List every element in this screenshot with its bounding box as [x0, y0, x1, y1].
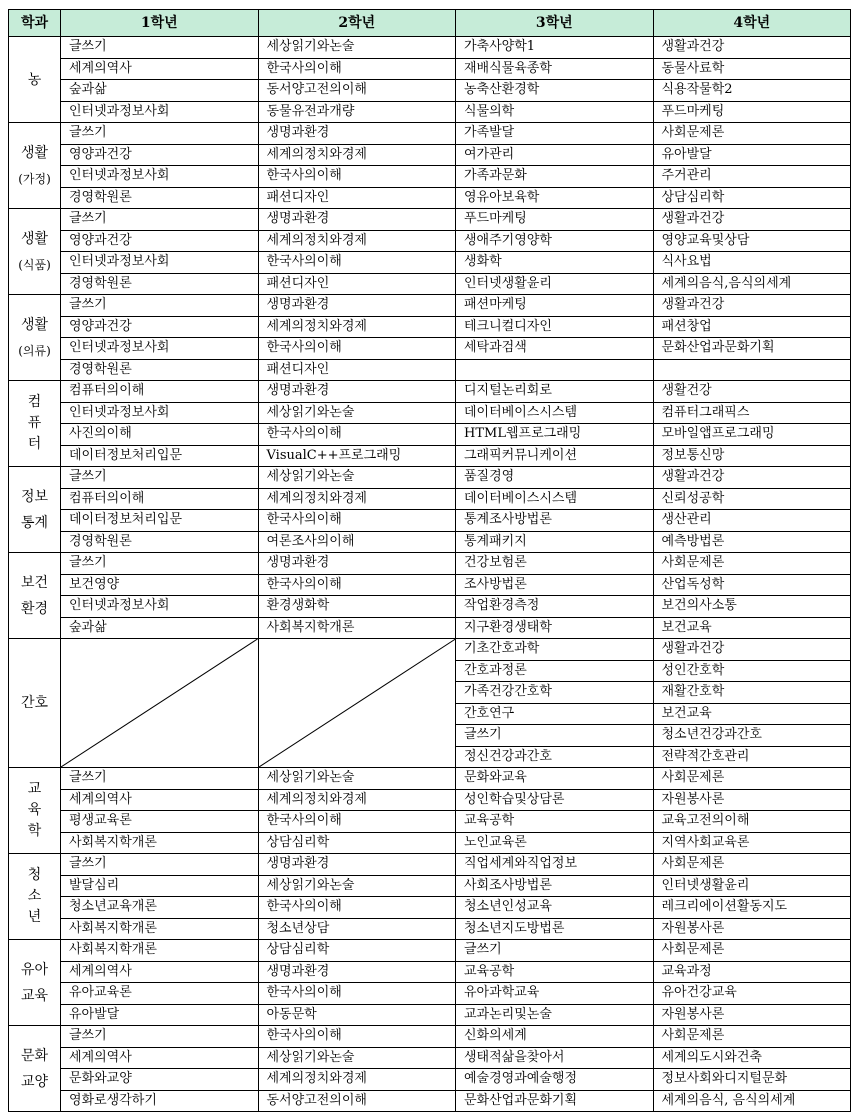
- course-cell: 한국사의이해: [258, 983, 456, 1005]
- header-year-3: 3학년: [456, 10, 654, 37]
- course-cell: 지역사회교육론: [653, 832, 851, 854]
- course-cell: 간호연구: [456, 703, 654, 725]
- department-name-char: 교: [27, 781, 42, 797]
- department-name: [9, 768, 61, 854]
- course-cell: 사회복지학개론: [61, 940, 259, 962]
- course-cell: 농축산환경학: [456, 80, 654, 102]
- table-body: [9, 37, 851, 1112]
- course-cell: 한국사의이해: [258, 424, 456, 446]
- course-cell: 생활과건강: [653, 37, 851, 59]
- table-row: [9, 230, 851, 252]
- table-row: [9, 445, 851, 467]
- course-cell: 글쓰기: [61, 854, 259, 876]
- course-cell: 세계의역사: [61, 789, 259, 811]
- department-name-line-1: 정보: [20, 488, 49, 505]
- course-cell: 정신건강과간호: [456, 746, 654, 768]
- table-row: [9, 1090, 851, 1112]
- table-row: [9, 58, 851, 80]
- course-cell: 인터넷과정보사회: [61, 166, 259, 188]
- course-cell: 보건영양: [61, 574, 259, 596]
- department-name-char: 학: [27, 823, 42, 839]
- course-cell: 컴퓨터의이해: [61, 381, 259, 403]
- course-cell: 신뢰성공학: [653, 488, 851, 510]
- table-row: [9, 596, 851, 618]
- curriculum-table: [8, 9, 851, 1112]
- course-cell: 생활과건강: [653, 639, 851, 661]
- department-name: [9, 1026, 61, 1112]
- course-cell: 한국사의이해: [258, 510, 456, 532]
- course-cell: 청소년상담: [258, 918, 456, 940]
- course-cell: 생태적삶을찾아서: [456, 1047, 654, 1069]
- table-row: [9, 295, 851, 317]
- course-cell: 한국사의이해: [258, 811, 456, 833]
- department-name: [9, 295, 61, 381]
- course-cell: 성인간호학: [653, 660, 851, 682]
- department-name-char: 년: [27, 909, 42, 925]
- course-cell: 노인교육론: [456, 832, 654, 854]
- course-cell: 인터넷생활윤리: [456, 273, 654, 295]
- course-cell: 생활과건강: [653, 209, 851, 231]
- course-cell: 식물의학: [456, 101, 654, 123]
- course-cell: 사회문제론: [653, 553, 851, 575]
- table-row: [9, 37, 851, 59]
- table-row: [9, 961, 851, 983]
- course-cell: 세상읽기와논술: [258, 37, 456, 59]
- course-cell: 영양교육및상담: [653, 230, 851, 252]
- course-cell: 여론조사의이해: [258, 531, 456, 553]
- department-name-line-2: 교육: [20, 987, 49, 1004]
- department-name-char: 청: [27, 867, 42, 883]
- course-cell: 한국사의이해: [258, 338, 456, 360]
- course-cell: 전략적간호관리: [653, 746, 851, 768]
- course-cell: 세계의정치와경제: [258, 144, 456, 166]
- course-cell: [456, 359, 654, 381]
- department-name-line-1: 생활: [20, 230, 49, 247]
- course-cell: 유아과학교육: [456, 983, 654, 1005]
- department-name-line-1: 보건: [20, 574, 49, 591]
- course-cell: 세계의정치와경제: [258, 789, 456, 811]
- header-year-4: 4학년: [653, 10, 851, 37]
- department-name-line-2: 교양: [20, 1073, 49, 1090]
- course-cell: 영양과건강: [61, 316, 259, 338]
- course-cell: 보건교육: [653, 703, 851, 725]
- course-cell: 숲과삶: [61, 80, 259, 102]
- department-name-line-1: 간호: [20, 695, 49, 711]
- course-cell: 경영학원론: [61, 187, 259, 209]
- table-row: [9, 209, 851, 231]
- table-row: [9, 316, 851, 338]
- course-cell: 신화의세계: [456, 1026, 654, 1048]
- course-cell: 글쓰기: [61, 768, 259, 790]
- course-cell: 패션디자인: [258, 273, 456, 295]
- course-cell: 청소년건강과간호: [653, 725, 851, 747]
- course-cell: 푸드마케팅: [456, 209, 654, 231]
- course-cell: 세상읽기와논술: [258, 768, 456, 790]
- course-cell: 세상읽기와논술: [258, 1047, 456, 1069]
- course-cell: 한국사의이해: [258, 252, 456, 274]
- course-cell: 청소년교육개론: [61, 897, 259, 919]
- course-cell: 환경생화학: [258, 596, 456, 618]
- table-row: [9, 897, 851, 919]
- course-cell: 산업독성학: [653, 574, 851, 596]
- course-cell: 세계의도시와건축: [653, 1047, 851, 1069]
- department-name: [9, 37, 61, 123]
- department-name: [9, 209, 61, 295]
- course-cell: 상담심리학: [653, 187, 851, 209]
- table-row: [9, 424, 851, 446]
- course-cell: [653, 359, 851, 381]
- department-name-line-2: 통계: [20, 514, 49, 531]
- course-cell: 기초간호과학: [456, 639, 654, 661]
- course-cell: 예술경영과예술행정: [456, 1069, 654, 1091]
- course-cell: 경영학원론: [61, 531, 259, 553]
- course-cell: 생명과환경: [258, 209, 456, 231]
- course-cell: 발달심리: [61, 875, 259, 897]
- course-cell: 세상읽기와논술: [258, 467, 456, 489]
- course-cell: 한국사의이해: [258, 574, 456, 596]
- course-cell: HTML웹프로그래밍: [456, 424, 654, 446]
- table-row: [9, 574, 851, 596]
- course-cell: 영양과건강: [61, 144, 259, 166]
- course-cell: 동서양고전의이해: [258, 1090, 456, 1112]
- course-cell: 통계패키지: [456, 531, 654, 553]
- table-row: [9, 918, 851, 940]
- table-row: [9, 553, 851, 575]
- course-cell: 동물사료학: [653, 58, 851, 80]
- course-cell: 글쓰기: [61, 209, 259, 231]
- table-row: [9, 187, 851, 209]
- course-cell: 가축사양학1: [456, 37, 654, 59]
- course-cell: 글쓰기: [61, 553, 259, 575]
- department-name-line-1: 문화: [20, 1047, 49, 1064]
- course-cell: 세계의정치와경제: [258, 230, 456, 252]
- department-name-line-2: (식품): [18, 257, 51, 272]
- course-cell: 글쓰기: [456, 725, 654, 747]
- course-cell: 생애주기영양학: [456, 230, 654, 252]
- department-name-char: 컴: [27, 394, 42, 410]
- course-cell: 자원봉사론: [653, 789, 851, 811]
- course-cell: 교과논리및논술: [456, 1004, 654, 1026]
- course-cell: 생활과건강: [653, 467, 851, 489]
- department-name-char: 퓨: [27, 415, 42, 431]
- table-row: [9, 531, 851, 553]
- course-cell: 모바일앱프로그래밍: [653, 424, 851, 446]
- table-row: [9, 875, 851, 897]
- header-row: [9, 10, 851, 37]
- table-row: [9, 80, 851, 102]
- table-row: [9, 832, 851, 854]
- course-cell: 지구환경생태학: [456, 617, 654, 639]
- course-cell: 컴퓨터의이해: [61, 488, 259, 510]
- course-cell: 사회문제론: [653, 1026, 851, 1048]
- department-name-line-1: 유아: [20, 961, 49, 978]
- course-cell: 유아발달: [653, 144, 851, 166]
- course-cell: 재활간호학: [653, 682, 851, 704]
- table-row: [9, 144, 851, 166]
- diagonal-line-icon: [259, 639, 456, 767]
- table-row: [9, 1069, 851, 1091]
- course-cell: 생명과환경: [258, 381, 456, 403]
- course-cell: 세계의정치와경제: [258, 488, 456, 510]
- department-name: [9, 940, 61, 1026]
- table-row: [9, 854, 851, 876]
- department-name: [9, 854, 61, 940]
- department-name: [9, 467, 61, 553]
- table-row: [9, 166, 851, 188]
- course-cell: 동물유전과개량: [258, 101, 456, 123]
- department-name-line-1: 생활: [20, 144, 49, 161]
- table-row: [9, 252, 851, 274]
- course-cell: 한국사의이해: [258, 897, 456, 919]
- course-cell: 조사방법론: [456, 574, 654, 596]
- course-cell: 유아발달: [61, 1004, 259, 1026]
- course-cell: 컴퓨터그래픽스: [653, 402, 851, 424]
- empty-cell-diagonal: [258, 639, 456, 768]
- table-row: [9, 359, 851, 381]
- course-cell: 세계의정치와경제: [258, 1069, 456, 1091]
- table-row: [9, 617, 851, 639]
- course-cell: 세계의음식,음식의세계: [653, 273, 851, 295]
- course-cell: 청소년인성교육: [456, 897, 654, 919]
- diagonal-line-icon: [61, 639, 258, 767]
- course-cell: 패션디자인: [258, 187, 456, 209]
- table-row: [9, 402, 851, 424]
- course-cell: 유아교육론: [61, 983, 259, 1005]
- table-row: [9, 338, 851, 360]
- course-cell: 건강보험론: [456, 553, 654, 575]
- course-cell: 글쓰기: [61, 1026, 259, 1048]
- course-cell: 글쓰기: [61, 295, 259, 317]
- table-row: [9, 639, 851, 661]
- course-cell: 한국사의이해: [258, 166, 456, 188]
- course-cell: 사회문제론: [653, 854, 851, 876]
- header-year-1: 1학년: [61, 10, 259, 37]
- table-row: [9, 381, 851, 403]
- course-cell: 영유아보육학: [456, 187, 654, 209]
- course-cell: 그래픽커뮤니케이션: [456, 445, 654, 467]
- course-cell: 사회문제론: [653, 768, 851, 790]
- table-row: [9, 811, 851, 833]
- course-cell: 글쓰기: [61, 467, 259, 489]
- header-year-2: 2학년: [258, 10, 456, 37]
- course-cell: 생명과환경: [258, 961, 456, 983]
- course-cell: 생활과건강: [653, 295, 851, 317]
- course-cell: 세상읽기와논술: [258, 402, 456, 424]
- course-cell: 여가관리: [456, 144, 654, 166]
- course-cell: 세계의역사: [61, 961, 259, 983]
- table-row: [9, 467, 851, 489]
- course-cell: 통계조사방법론: [456, 510, 654, 532]
- department-name: [9, 553, 61, 639]
- course-cell: 재배식물육종학: [456, 58, 654, 80]
- course-cell: 식용작물학2: [653, 80, 851, 102]
- course-cell: 세계의역사: [61, 58, 259, 80]
- course-cell: 사회문제론: [653, 940, 851, 962]
- course-cell: 데이터정보처리입문: [61, 445, 259, 467]
- course-cell: 식사요법: [653, 252, 851, 274]
- empty-cell-diagonal: [61, 639, 259, 768]
- department-name-char: 터: [27, 436, 42, 452]
- course-cell: 주거관리: [653, 166, 851, 188]
- course-cell: 자원봉사론: [653, 1004, 851, 1026]
- course-cell: 생화학: [456, 252, 654, 274]
- course-cell: 인터넷생활윤리: [653, 875, 851, 897]
- course-cell: 상담심리학: [258, 832, 456, 854]
- table-row: [9, 101, 851, 123]
- course-cell: 교육과정: [653, 961, 851, 983]
- table-row: [9, 789, 851, 811]
- course-cell: 가족발달: [456, 123, 654, 145]
- course-cell: 생명과환경: [258, 553, 456, 575]
- department-name-line-1: 생활: [20, 316, 49, 333]
- course-cell: 사진의이해: [61, 424, 259, 446]
- course-cell: 인터넷과정보사회: [61, 338, 259, 360]
- department-name-line-2: 환경: [20, 600, 49, 617]
- course-cell: 교육고전의이해: [653, 811, 851, 833]
- course-cell: 세탁과검색: [456, 338, 654, 360]
- course-cell: 테크니컬디자인: [456, 316, 654, 338]
- course-cell: 영화로생각하기: [61, 1090, 259, 1112]
- course-cell: 세계의역사: [61, 1047, 259, 1069]
- table-row: [9, 1004, 851, 1026]
- course-cell: 보건의사소통: [653, 596, 851, 618]
- table-row: [9, 273, 851, 295]
- table-row: [9, 510, 851, 532]
- course-cell: 아동문학: [258, 1004, 456, 1026]
- course-cell: 문화산업과문화기획: [456, 1090, 654, 1112]
- course-cell: 인터넷과정보사회: [61, 596, 259, 618]
- course-cell: 인터넷과정보사회: [61, 402, 259, 424]
- course-cell: 직업세계와직업정보: [456, 854, 654, 876]
- course-cell: 작업환경측정: [456, 596, 654, 618]
- course-cell: 디지털논리회로: [456, 381, 654, 403]
- course-cell: 사회복지학개론: [258, 617, 456, 639]
- course-cell: 인터넷과정보사회: [61, 252, 259, 274]
- course-cell: 패션마케팅: [456, 295, 654, 317]
- course-cell: 인터넷과정보사회: [61, 101, 259, 123]
- course-cell: 사회복지학개론: [61, 832, 259, 854]
- course-cell: 생명과환경: [258, 854, 456, 876]
- course-cell: 세상읽기와논술: [258, 875, 456, 897]
- course-cell: 교육공학: [456, 961, 654, 983]
- course-cell: 가족과문화: [456, 166, 654, 188]
- course-cell: 동서양고전의이해: [258, 80, 456, 102]
- course-cell: 패션디자인: [258, 359, 456, 381]
- department-name: [9, 123, 61, 209]
- course-cell: 영양과건강: [61, 230, 259, 252]
- course-cell: VisualC++프로그래밍: [258, 445, 456, 467]
- course-cell: 사회복지학개론: [61, 918, 259, 940]
- department-name: [9, 639, 61, 768]
- course-cell: 데이터베이스시스템: [456, 402, 654, 424]
- course-cell: 예측방법론: [653, 531, 851, 553]
- course-cell: 한국사의이해: [258, 58, 456, 80]
- course-cell: 품질경영: [456, 467, 654, 489]
- course-cell: 세계의음식, 음식의세계: [653, 1090, 851, 1112]
- course-cell: 교육공학: [456, 811, 654, 833]
- course-cell: 패션창업: [653, 316, 851, 338]
- course-cell: 한국사의이해: [258, 1026, 456, 1048]
- course-cell: 유아건강교육: [653, 983, 851, 1005]
- course-cell: 정보통신망: [653, 445, 851, 467]
- course-cell: 자원봉사론: [653, 918, 851, 940]
- course-cell: 글쓰기: [61, 37, 259, 59]
- course-cell: 성인학습및상담론: [456, 789, 654, 811]
- course-cell: 문화와교육: [456, 768, 654, 790]
- course-cell: 글쓰기: [456, 940, 654, 962]
- department-name-char: 육: [27, 802, 42, 818]
- course-cell: 문화와교양: [61, 1069, 259, 1091]
- course-cell: 세계의정치와경제: [258, 316, 456, 338]
- table-row: [9, 488, 851, 510]
- course-cell: 생산관리: [653, 510, 851, 532]
- table-row: [9, 983, 851, 1005]
- course-cell: 사회조사방법론: [456, 875, 654, 897]
- table-row: [9, 940, 851, 962]
- table-row: [9, 768, 851, 790]
- course-cell: 푸드마케팅: [653, 101, 851, 123]
- course-cell: 생명과환경: [258, 123, 456, 145]
- table-row: [9, 1026, 851, 1048]
- department-name-line-2: (의류): [18, 343, 51, 358]
- department-name-line-2: (가정): [18, 171, 51, 186]
- course-cell: 문화산업과문화기획: [653, 338, 851, 360]
- course-cell: 청소년지도방법론: [456, 918, 654, 940]
- department-name: [9, 381, 61, 467]
- course-cell: 글쓰기: [61, 123, 259, 145]
- course-cell: 경영학원론: [61, 359, 259, 381]
- course-cell: 간호과정론: [456, 660, 654, 682]
- course-cell: 데이터베이스시스템: [456, 488, 654, 510]
- course-cell: 생명과환경: [258, 295, 456, 317]
- course-cell: 상담심리학: [258, 940, 456, 962]
- course-cell: 정보사회와디지털문화: [653, 1069, 851, 1091]
- course-cell: 숲과삶: [61, 617, 259, 639]
- table-row: [9, 123, 851, 145]
- course-cell: 평생교육론: [61, 811, 259, 833]
- course-cell: 보건교육: [653, 617, 851, 639]
- department-name-line-1: 농: [27, 71, 42, 88]
- table-row: [9, 1047, 851, 1069]
- course-cell: 레크리에이션활동지도: [653, 897, 851, 919]
- course-cell: 생활건강: [653, 381, 851, 403]
- department-name-char: 소: [27, 888, 42, 904]
- course-cell: 경영학원론: [61, 273, 259, 295]
- course-cell: 가족건강간호학: [456, 682, 654, 704]
- course-cell: 사회문제론: [653, 123, 851, 145]
- header-dept: 학과: [9, 10, 61, 37]
- course-cell: 데이터정보처리입문: [61, 510, 259, 532]
